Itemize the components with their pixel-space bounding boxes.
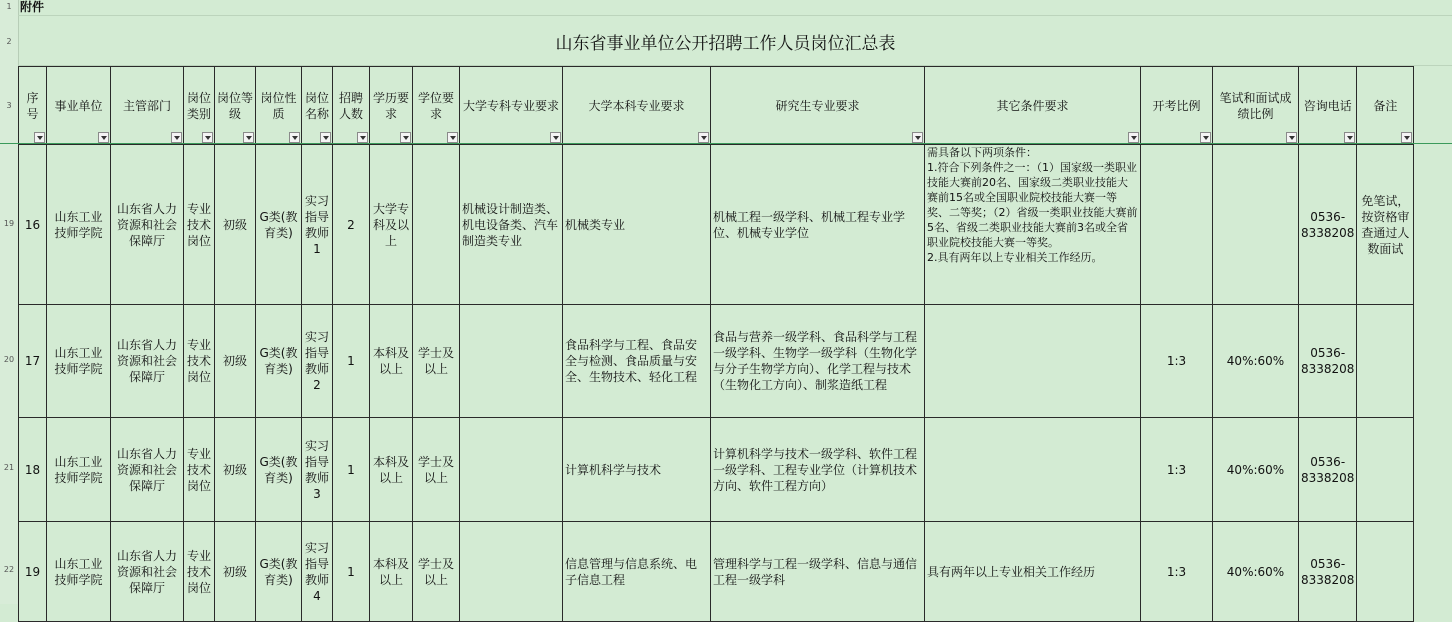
cell-remark[interactable] <box>1357 305 1414 418</box>
header-label: 岗位名称 <box>304 90 329 121</box>
cell-bachelor-major[interactable]: 计算机科学与技术 <box>563 418 711 522</box>
cell-degree[interactable]: 学士及以上 <box>413 522 460 622</box>
header-label: 备注 <box>1373 98 1398 113</box>
filter-dropdown-icon[interactable] <box>357 132 368 143</box>
cell-education[interactable]: 本科及以上 <box>370 418 413 522</box>
cell-nature[interactable]: G类(教育类) <box>256 305 302 418</box>
filter-dropdown-icon[interactable] <box>243 132 254 143</box>
header-label: 学位要求 <box>417 90 454 121</box>
filter-dropdown-icon[interactable] <box>912 132 923 143</box>
header-cell-unit[interactable] <box>47 67 111 145</box>
header-label: 岗位性质 <box>260 90 297 121</box>
cell-degree[interactable]: 学士及以上 <box>413 418 460 522</box>
header-cell-bachelor-major[interactable] <box>563 67 711 145</box>
spreadsheet-grid <box>18 0 1452 604</box>
cell-nature[interactable]: G类(教育类) <box>256 418 302 522</box>
cell-dept[interactable]: 山东省人力资源和社会保障厅 <box>111 522 184 622</box>
filter-dropdown-icon[interactable] <box>34 132 45 143</box>
header-cell-nature[interactable] <box>256 67 302 145</box>
cell-degree[interactable] <box>413 145 460 305</box>
cell-no[interactable]: 17 <box>19 305 47 418</box>
header-cell-category[interactable] <box>184 67 215 145</box>
filter-dropdown-icon[interactable] <box>202 132 213 143</box>
header-cell-phone[interactable] <box>1299 67 1357 145</box>
filter-dropdown-icon[interactable] <box>289 132 300 143</box>
cell-no[interactable]: 19 <box>19 522 47 622</box>
cell-remark[interactable] <box>1357 418 1414 522</box>
cell-unit[interactable]: 山东工业技师学院 <box>47 145 111 305</box>
cell-college-major[interactable] <box>460 418 563 522</box>
header-cell-score-ratio[interactable] <box>1213 67 1299 145</box>
table-row <box>19 145 1414 305</box>
header-cell-college-major[interactable] <box>460 67 563 145</box>
cell-phone[interactable]: 0536-8338208 <box>1299 522 1357 622</box>
cell-phone[interactable]: 0536-8338208 <box>1299 418 1357 522</box>
header-cell-other[interactable] <box>925 67 1141 145</box>
cell-category[interactable]: 专业技术岗位 <box>184 418 215 522</box>
cell-category[interactable]: 专业技术岗位 <box>184 522 215 622</box>
header-label: 咨询电话 <box>1303 98 1352 113</box>
cell-education[interactable]: 本科及以上 <box>370 305 413 418</box>
cell-no[interactable]: 18 <box>19 418 47 522</box>
table-row <box>19 305 1414 418</box>
cell-unit[interactable]: 山东工业技师学院 <box>47 522 111 622</box>
filter-dropdown-icon[interactable] <box>1344 132 1355 143</box>
header-label: 招聘人数 <box>338 90 363 121</box>
cell-position[interactable]: 实习指导教师4 <box>302 522 333 622</box>
filter-dropdown-icon[interactable] <box>320 132 331 143</box>
cell-education[interactable]: 大学专科及以上 <box>370 145 413 305</box>
filter-dropdown-icon[interactable] <box>1128 132 1139 143</box>
cell-college-major[interactable]: 机械设计制造类、机电设备类、汽车制造类专业 <box>460 145 563 305</box>
cell-other[interactable]: 需具备以下两项条件： 1.符合下列条件之一：（1）国家级一类职业技能大赛前20名、国家级二类职业技能大赛前15名或全国职业院校技能大赛一等奖、二等奖；（2）省级一类职业技能大赛前5名、省级二类职业技能大赛前3名或全省职业院校技能大赛一等奖。 2.具有两年以上专业相关工作经历。 <box>925 145 1141 305</box>
header-cell-degree[interactable] <box>413 67 460 145</box>
cell-graduate-major[interactable]: 计算机科学与技术一级学科、软件工程一级学科、工程专业学位（计算机技术方向、软件工程方向） <box>711 418 925 522</box>
cell-level[interactable]: 初级 <box>215 305 256 418</box>
cell-nature[interactable]: G类(教育类) <box>256 522 302 622</box>
header-label: 事业单位 <box>54 98 103 113</box>
header-label: 岗位等级 <box>217 90 254 121</box>
cell-bachelor-major[interactable]: 食品科学与工程、食品安全与检测、食品质量与安全、生物技术、轻化工程 <box>563 305 711 418</box>
cell-level[interactable]: 初级 <box>215 418 256 522</box>
header-label: 大学专科专业要求 <box>462 98 559 113</box>
cell-ratio[interactable]: 1:3 <box>1141 522 1213 622</box>
cell-count[interactable]: 1 <box>333 522 370 622</box>
sheet-title[interactable]: 山东省事业单位公开招聘工作人员岗位汇总表 <box>555 33 896 54</box>
cell-graduate-major[interactable]: 机械工程一级学科、机械工程专业学位、机械专业学位 <box>711 145 925 305</box>
cell-bachelor-major[interactable]: 机械类专业 <box>563 145 711 305</box>
filter-dropdown-icon[interactable] <box>1200 132 1211 143</box>
header-cell-remark[interactable] <box>1357 67 1414 145</box>
cell-ratio[interactable] <box>1141 145 1213 305</box>
header-cell-no[interactable] <box>19 67 47 145</box>
cell-ratio[interactable]: 1:3 <box>1141 305 1213 418</box>
cell-nature[interactable]: G类(教育类) <box>256 145 302 305</box>
table-row <box>19 418 1414 522</box>
row-number[interactable]: 20 <box>3 355 15 364</box>
cell-college-major[interactable] <box>460 522 563 622</box>
positions-table <box>18 66 1414 622</box>
cell-other[interactable] <box>925 305 1141 418</box>
filter-dropdown-icon[interactable] <box>550 132 561 143</box>
cell-position[interactable]: 实习指导教师3 <box>302 418 333 522</box>
cell-graduate-major[interactable]: 食品与营养一级学科、食品科学与工程一级学科、生物学一级学科（生物化学与分子生物学方向）、化学工程与技术（生物化工方向）、制浆造纸工程 <box>711 305 925 418</box>
filter-dropdown-icon[interactable] <box>171 132 182 143</box>
cell-other[interactable]: 具有两年以上专业相关工作经历 <box>925 522 1141 622</box>
cell-college-major[interactable] <box>460 305 563 418</box>
cell-category[interactable]: 专业技术岗位 <box>184 305 215 418</box>
header-cell-level[interactable] <box>215 67 256 145</box>
header-label: 岗位类别 <box>186 90 211 121</box>
cell-position[interactable]: 实习指导教师2 <box>302 305 333 418</box>
cell-count[interactable]: 1 <box>333 305 370 418</box>
row-number[interactable]: 19 <box>3 219 15 228</box>
cell-score-ratio[interactable]: 40%:60% <box>1213 418 1299 522</box>
cell-dept[interactable]: 山东省人力资源和社会保障厅 <box>111 418 184 522</box>
cell-category[interactable]: 专业技术岗位 <box>184 145 215 305</box>
header-row <box>19 67 1414 145</box>
cell-remark[interactable]: 免笔试，按资格审查通过人数面试 <box>1357 145 1414 305</box>
cell-unit[interactable]: 山东工业技师学院 <box>47 305 111 418</box>
row-number[interactable]: 2 <box>6 37 12 46</box>
cell-score-ratio[interactable]: 40%:60% <box>1213 522 1299 622</box>
filter-dropdown-icon[interactable] <box>1286 132 1297 143</box>
cell-level[interactable]: 初级 <box>215 522 256 622</box>
header-label: 笔试和面试成绩比例 <box>1219 90 1292 121</box>
cell-count[interactable]: 2 <box>333 145 370 305</box>
filter-dropdown-icon[interactable] <box>447 132 458 143</box>
row-number[interactable]: 22 <box>3 565 15 574</box>
header-label: 研究生专业要求 <box>775 98 860 113</box>
filter-dropdown-icon[interactable] <box>1401 132 1412 143</box>
cell-dept[interactable]: 山东省人力资源和社会保障厅 <box>111 145 184 305</box>
cell-bachelor-major[interactable]: 信息管理与信息系统、电子信息工程 <box>563 522 711 622</box>
header-cell-ratio[interactable] <box>1141 67 1213 145</box>
filter-dropdown-icon[interactable] <box>98 132 109 143</box>
attachment-label[interactable]: 附件 <box>20 0 45 14</box>
filter-dropdown-icon[interactable] <box>698 132 709 143</box>
header-cell-count[interactable] <box>333 67 370 145</box>
cell-unit[interactable]: 山东工业技师学院 <box>47 418 111 522</box>
cell-count[interactable]: 1 <box>333 418 370 522</box>
freeze-pane-line <box>0 143 1452 144</box>
cell-no[interactable]: 16 <box>19 145 47 305</box>
row-number[interactable]: 21 <box>3 463 15 472</box>
cell-ratio[interactable]: 1:3 <box>1141 418 1213 522</box>
header-label: 序号 <box>26 90 39 121</box>
header-cell-graduate-major[interactable] <box>711 67 925 145</box>
cell-remark[interactable] <box>1357 522 1414 622</box>
cell-education[interactable]: 本科及以上 <box>370 522 413 622</box>
header-label: 主管部门 <box>122 98 171 113</box>
header-label: 大学本科专业要求 <box>588 98 685 113</box>
header-label: 其它条件要求 <box>996 98 1069 113</box>
cell-position[interactable]: 实习指导教师1 <box>302 145 333 305</box>
cell-dept[interactable]: 山东省人力资源和社会保障厅 <box>111 305 184 418</box>
header-label: 开考比例 <box>1152 98 1201 113</box>
header-cell-position[interactable] <box>302 67 333 145</box>
row-number[interactable]: 3 <box>6 101 12 110</box>
cell-phone[interactable]: 0536-8338208 <box>1299 145 1357 305</box>
cell-score-ratio[interactable]: 40%:60% <box>1213 305 1299 418</box>
header-cell-dept[interactable] <box>111 67 184 145</box>
cell-graduate-major[interactable]: 管理科学与工程一级学科、信息与通信工程一级学科 <box>711 522 925 622</box>
cell-score-ratio[interactable] <box>1213 145 1299 305</box>
cell-other[interactable] <box>925 418 1141 522</box>
cell-degree[interactable]: 学士及以上 <box>413 305 460 418</box>
cell-phone[interactable]: 0536-8338208 <box>1299 305 1357 418</box>
table-row <box>19 522 1414 622</box>
row-number[interactable]: 1 <box>6 2 12 11</box>
cell-level[interactable]: 初级 <box>215 145 256 305</box>
header-cell-education[interactable] <box>370 67 413 145</box>
header-label: 学历要求 <box>372 90 409 121</box>
row-header-column <box>0 0 19 604</box>
filter-dropdown-icon[interactable] <box>400 132 411 143</box>
